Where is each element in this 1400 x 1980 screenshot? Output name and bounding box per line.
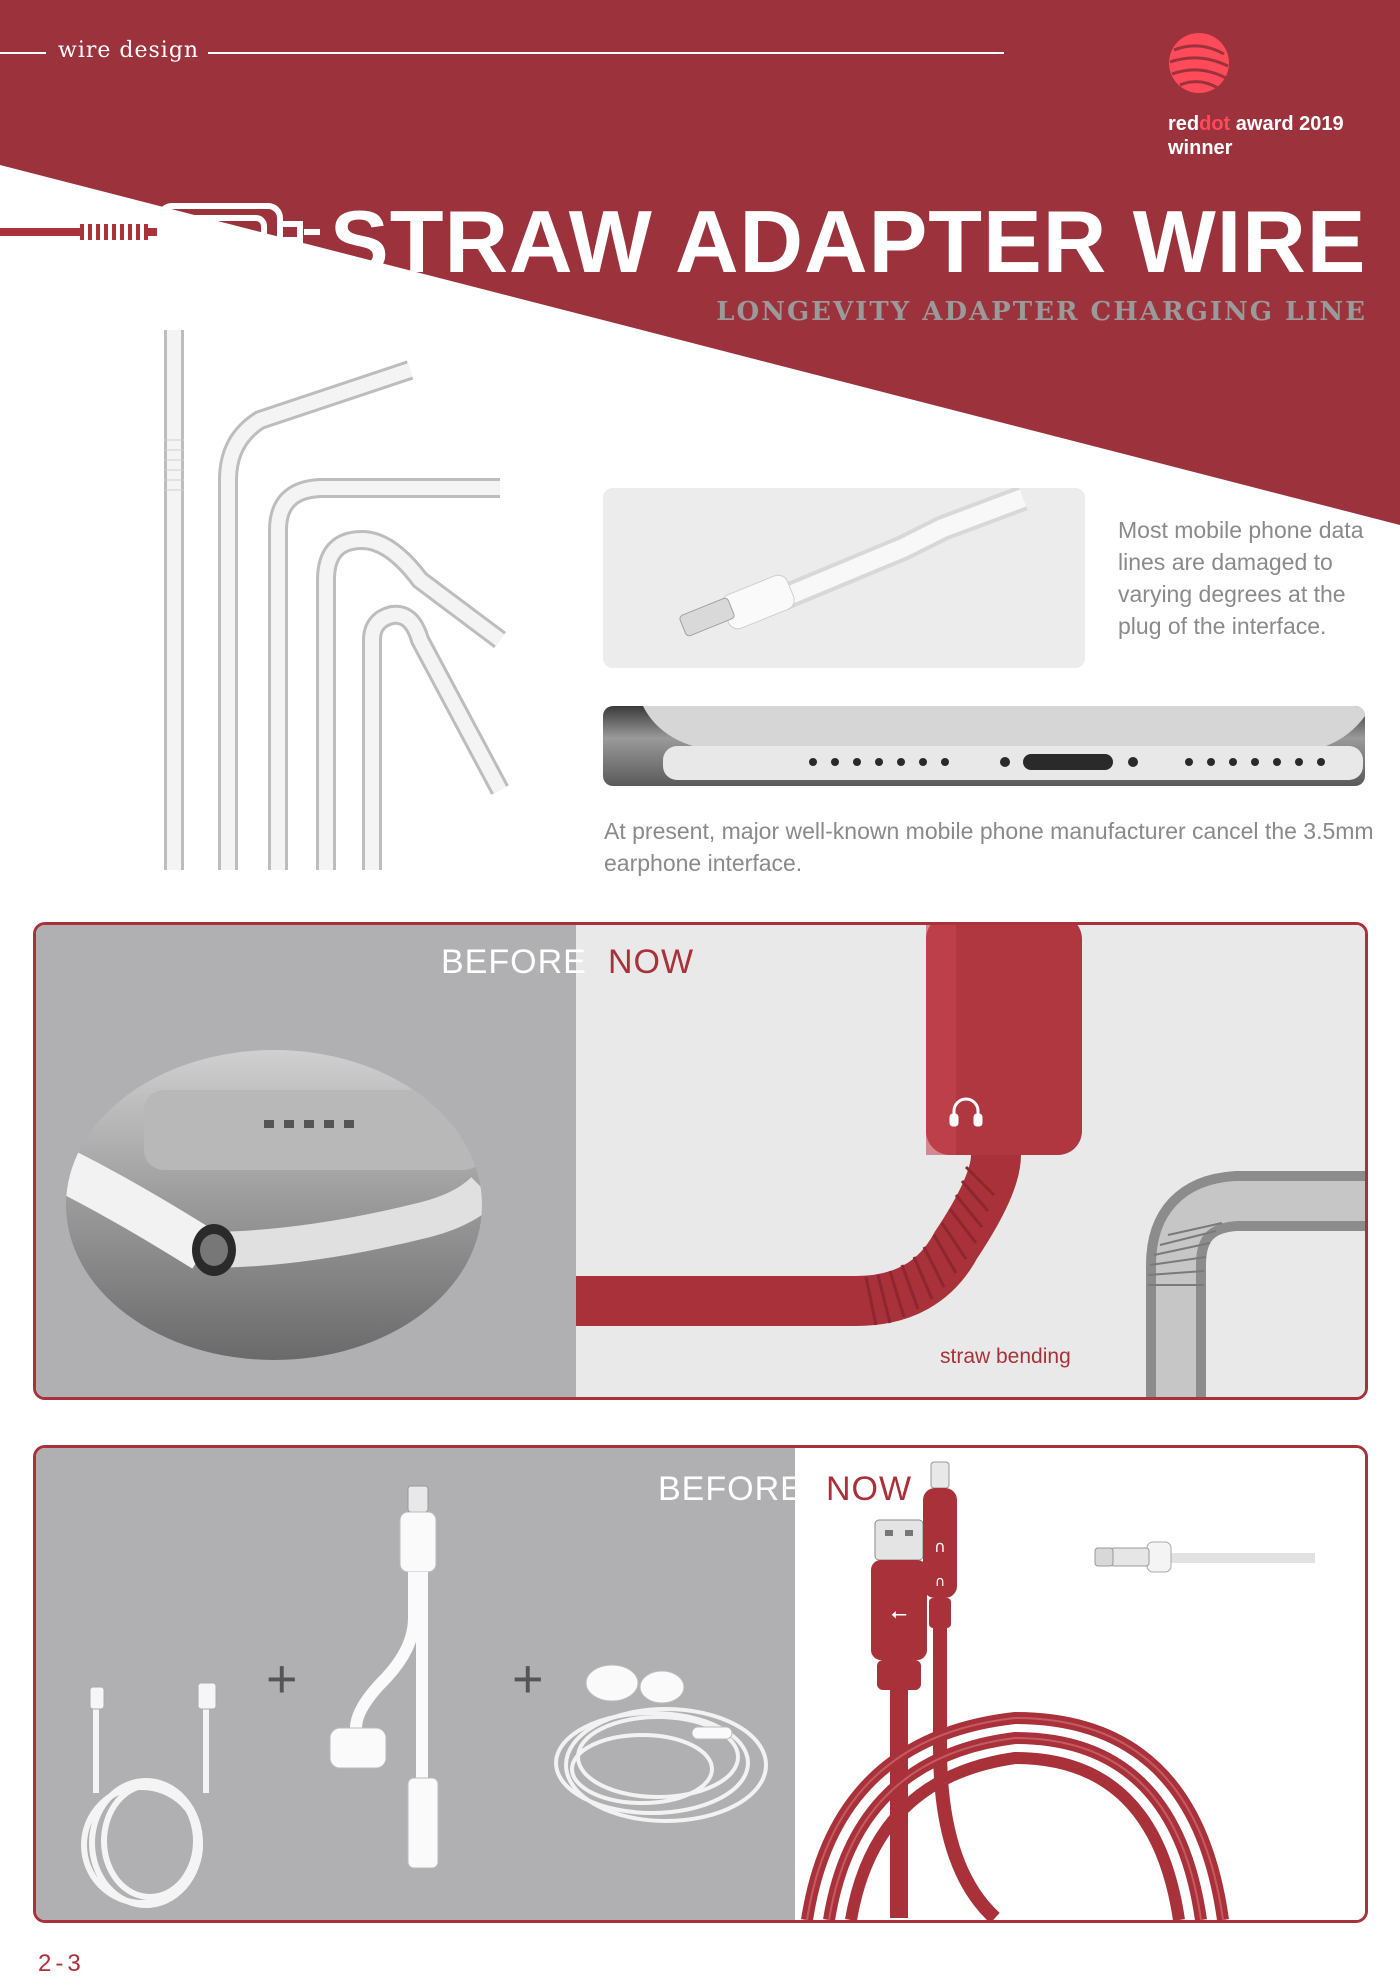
reddot-logo-icon — [1166, 30, 1232, 96]
award-winner: winner — [1168, 137, 1233, 159]
straw-bend-adapter-render — [576, 925, 1368, 1397]
plus-sign-1: + — [266, 1649, 298, 1709]
comparison-panel-1 — [33, 922, 1368, 1400]
page-title: STRAW ADAPTER WIRE — [330, 192, 1367, 291]
brand-line-left — [0, 52, 46, 54]
headphone-port-icon: ∩ — [934, 1537, 946, 1556]
headphone-port-icon-2: ∩ — [934, 1574, 946, 1590]
plus-sign-2: + — [512, 1649, 544, 1709]
straws-illustration — [150, 320, 530, 880]
phone-bottom-photo — [603, 706, 1365, 786]
straw-bending-caption: straw bending — [940, 1345, 1071, 1368]
award-red: red — [1168, 113, 1200, 135]
cable-logo-icon — [0, 200, 330, 270]
comparison-panel-2 — [33, 1445, 1368, 1923]
panel1-before-label: BEFORE — [441, 943, 587, 981]
usb-lightning-cable-photo — [76, 1673, 246, 1913]
note-plug-damage: Most mobile phone data lines are damaged to varying degrees at the plug of the interface. — [1118, 517, 1364, 639]
usb-icon: ⭠ — [891, 1601, 907, 1625]
panel2-before-label: BEFORE — [658, 1470, 804, 1508]
note-earphone-interface: At present, major well-known mobile phone manufacturer cancel the 3.5mm earphone interface. — [604, 818, 1374, 876]
brand-line-right — [208, 52, 1004, 54]
page-number: 2-3 — [38, 1950, 85, 1977]
brand-label: wire design — [58, 38, 200, 63]
award-dot: dot — [1199, 113, 1231, 135]
red-adapter-cable-render — [795, 1448, 1368, 1920]
panel1-now-label: NOW — [608, 943, 695, 981]
earphones-photo — [542, 1653, 782, 1833]
frayed-cable-photo — [64, 1050, 484, 1360]
award-text — [1168, 112, 1344, 160]
panel2-now-label: NOW — [826, 1470, 913, 1508]
page-subtitle: LONGEVITY ADAPTER CHARGING LINE — [716, 297, 1367, 327]
lightning-audio-splitter-photo — [326, 1478, 476, 1878]
award-rest: award 2019 — [1230, 113, 1344, 135]
cable-damage-photo — [603, 488, 1085, 668]
lightning-plug-icon — [603, 488, 1085, 668]
